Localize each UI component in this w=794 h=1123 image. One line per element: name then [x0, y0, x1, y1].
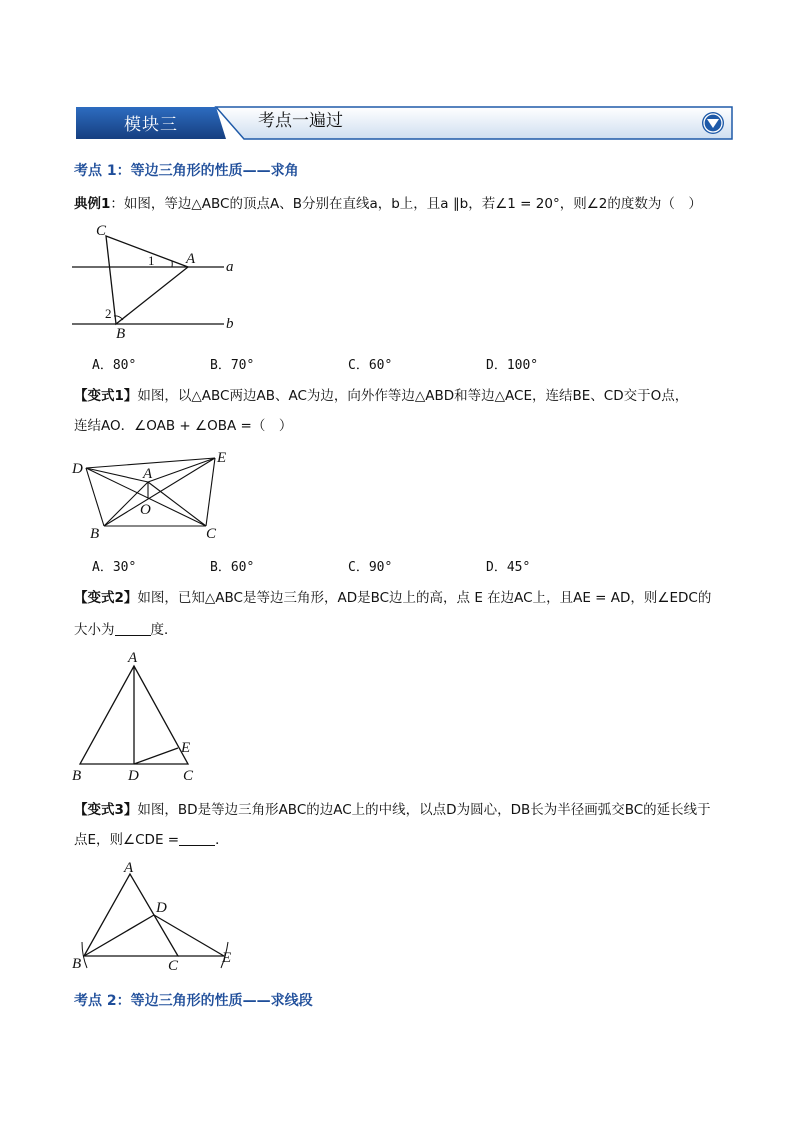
figure-two-equilateral-triangles — [68, 446, 238, 544]
fig3-label-A: A — [128, 650, 138, 666]
point1-title: 考点 1：等边三角形的性质——求角 — [74, 163, 299, 179]
fig2-label-C: C — [206, 526, 217, 542]
example1-option-a: A．80° — [92, 358, 137, 373]
variant1-option-a: A．30° — [92, 560, 137, 575]
fig2-label-O: O — [140, 502, 151, 518]
variant3-text1: 如图，BD是等边三角形ABC的边AC上的中线，以点D为圆心，DB长为半径画弧交BC的延长线于 — [137, 802, 711, 818]
variant3-question-line2 — [74, 830, 229, 850]
fig2-label-A: A — [143, 466, 153, 482]
example1-option-c: C．60° — [348, 358, 393, 373]
fig4-label-D: D — [156, 900, 167, 916]
fig1-angle-2: 2 — [105, 306, 112, 321]
variant1-question-line1 — [74, 386, 688, 406]
variant2-text1: 如图，已知△ABC是等边三角形，AD是BC边上的高，点 E 在边AC上，且AE = AD，则∠EDC的 — [137, 590, 712, 606]
fig2-label-D: D — [72, 461, 83, 477]
example1-prefix: 典例1 — [74, 196, 111, 212]
fig3-label-B: B — [72, 768, 82, 784]
fig1-label-A: A — [186, 251, 196, 267]
variant1-text1: 如图，以△ABC两边AB、AC为边，向外作等边△ABD和等边△ACE，连结BE、CD交于O点， — [137, 388, 689, 404]
variant1-option-d: D．45° — [486, 560, 531, 575]
fig1-label-b: b — [226, 316, 234, 332]
figure-parallel-lines-triangle — [68, 216, 252, 340]
fig2-label-E: E — [217, 450, 227, 466]
variant2-question-line2 — [74, 620, 178, 640]
fig3-label-D: D — [128, 768, 139, 784]
section-label: 考点一遍过 — [258, 111, 343, 131]
example1-option-d: D．100° — [486, 358, 539, 373]
variant2-text2-post: 度． — [150, 622, 178, 638]
fig1-label-B: B — [116, 326, 126, 340]
variant1-option-c: C．90° — [348, 560, 393, 575]
fig4-label-C: C — [168, 958, 179, 974]
point2-title: 考点 2：等边三角形的性质——求线段 — [74, 993, 313, 1009]
variant1-option-b: B．60° — [210, 560, 255, 575]
variant1-prefix: 【变式1】 — [74, 388, 138, 404]
module-label: 模块三 — [124, 115, 178, 135]
fig3-label-E: E — [181, 740, 191, 756]
variant2-prefix: 【变式2】 — [74, 590, 138, 606]
fig4-label-E: E — [222, 950, 232, 966]
variant2-answer-blank[interactable] — [115, 621, 151, 636]
example1-question — [74, 194, 702, 214]
variant3-question-line1 — [74, 800, 711, 820]
variant1-question-line2: 连结AO．∠OAB + ∠OBA =（ ） — [74, 418, 293, 434]
figure-equilateral-with-altitude — [66, 646, 202, 786]
example1-text: ：如图，等边△ABC的顶点A、B分别在直线a，b上，且a ∥b，若∠1 = 20°，则∠2的度数为（ ） — [110, 196, 702, 212]
variant3-text2-pre: 点E，则∠CDE = — [74, 832, 180, 848]
variant3-text2-post: ． — [215, 832, 229, 848]
chevron-down-icon[interactable] — [702, 112, 724, 134]
fig1-angle-1: 1 — [148, 253, 155, 268]
fig3-label-C: C — [183, 768, 194, 784]
figure-median-arc — [68, 858, 244, 976]
example1-option-b: B．70° — [210, 358, 255, 373]
variant2-question-line1 — [74, 588, 711, 608]
variant3-prefix: 【变式3】 — [74, 802, 138, 818]
fig1-label-C: C — [96, 223, 107, 239]
variant2-text2-pre: 大小为 — [74, 622, 115, 638]
fig4-label-B: B — [72, 956, 82, 972]
variant3-answer-blank[interactable] — [179, 831, 215, 846]
fig4-label-A: A — [124, 860, 134, 876]
fig1-label-a: a — [226, 259, 234, 275]
fig2-label-B: B — [90, 526, 100, 542]
